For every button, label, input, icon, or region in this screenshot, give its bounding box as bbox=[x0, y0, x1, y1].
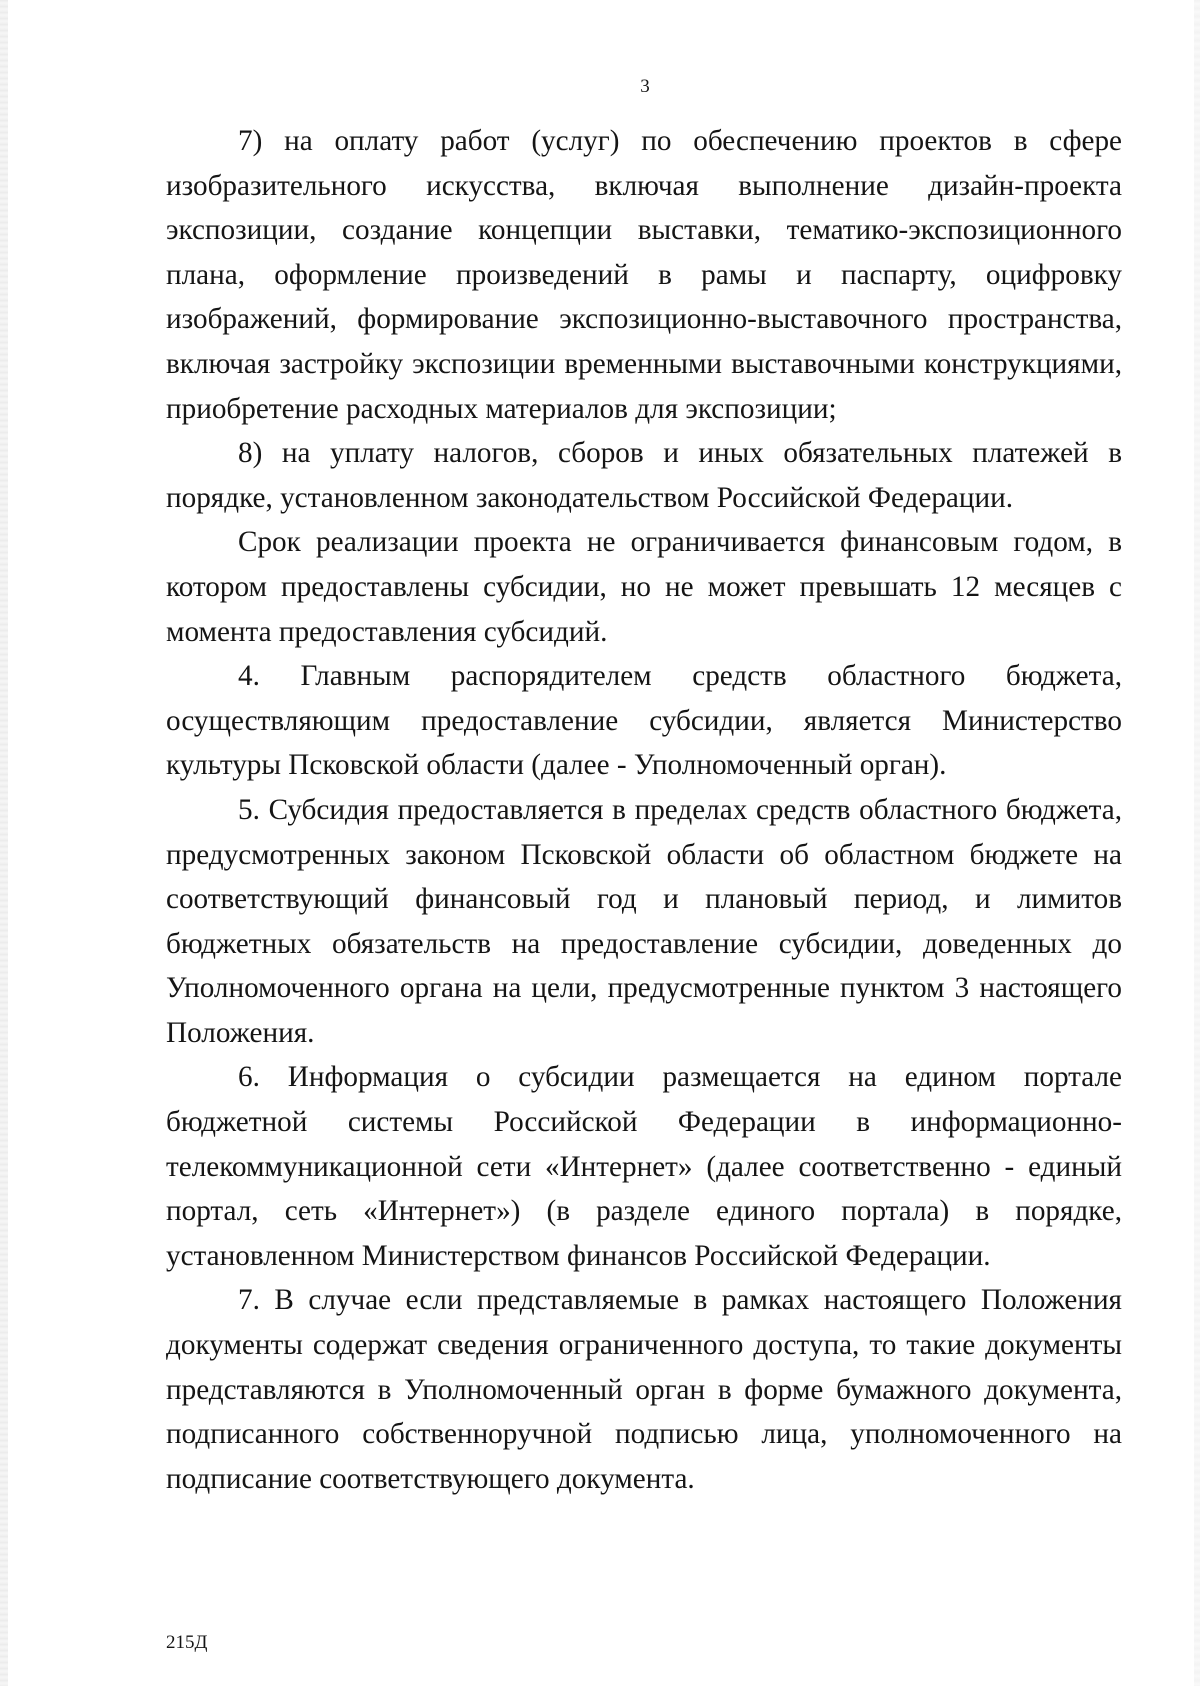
scan-edge-right bbox=[1194, 0, 1200, 1686]
paragraph-item-7: 7) на оплату работ (услуг) по обеспечению проектов в сфере изобразительного искусства, включая выполнение дизайн-проекта экспозиции, создание концепции выставки, тематико-экспозиционного плана, оформление произведений в рамы и паспарту, оцифровку изображений, формирование экспозиционно-выставочного пространства, включая застройку экспозиции временными выставочными конструкциями, приобретение расходных материалов для экспозиции; bbox=[166, 125, 1122, 425]
paragraph-clause-4: 4. Главным распорядителем средств областного бюджета, осуществляющим предоставление субсидии, является Министерство культуры Псковской области (далее - Уполномоченный орган). bbox=[166, 660, 1122, 782]
paragraph-clause-7: 7. В случае если представляемые в рамках настоящего Положения документы содержат сведения ограниченного доступа, то такие документы представляются в Уполномоченный орган в форме бумажного документа, подписанного собственноручной подписью лица, уполномоченного на подписание соответствующего документа. bbox=[166, 1284, 1122, 1495]
document-body bbox=[166, 119, 1122, 1501]
paragraph-clause-5: 5. Субсидия предоставляется в пределах средств областного бюджета, предусмотренных законом Псковской области об областном бюджете на соответствующий финансовый год и плановый период, и лимитов бюджетных обязательств на предоставление субсидии, доведенных до Уполномоченного органа на цели, предусмотренные пунктом 3 настоящего Положения. bbox=[166, 793, 1122, 1049]
page-number: 3 bbox=[640, 76, 650, 97]
paragraph-item-8: 8) на уплату налогов, сборов и иных обязательных платежей в порядке, установленном законодательством Российской Федерации. bbox=[166, 437, 1122, 514]
paragraph-project-term: Срок реализации проекта не ограничивается финансовым годом, в котором предоставлены субсидии, но не может превышать 12 месяцев с момента предоставления субсидий. bbox=[166, 526, 1122, 648]
footer-code: 215Д bbox=[166, 1632, 208, 1653]
paragraph-clause-6: 6. Информация о субсидии размещается на едином портале бюджетной системы Российской Федерации в информационно-телекоммуникационной сети «Интернет» (далее соответственно - единый портал, сеть «Интернет») (в разделе единого портала) в порядке, установленном Министерством финансов Российской Федерации. bbox=[166, 1061, 1122, 1272]
scan-edge-left bbox=[0, 0, 8, 1686]
